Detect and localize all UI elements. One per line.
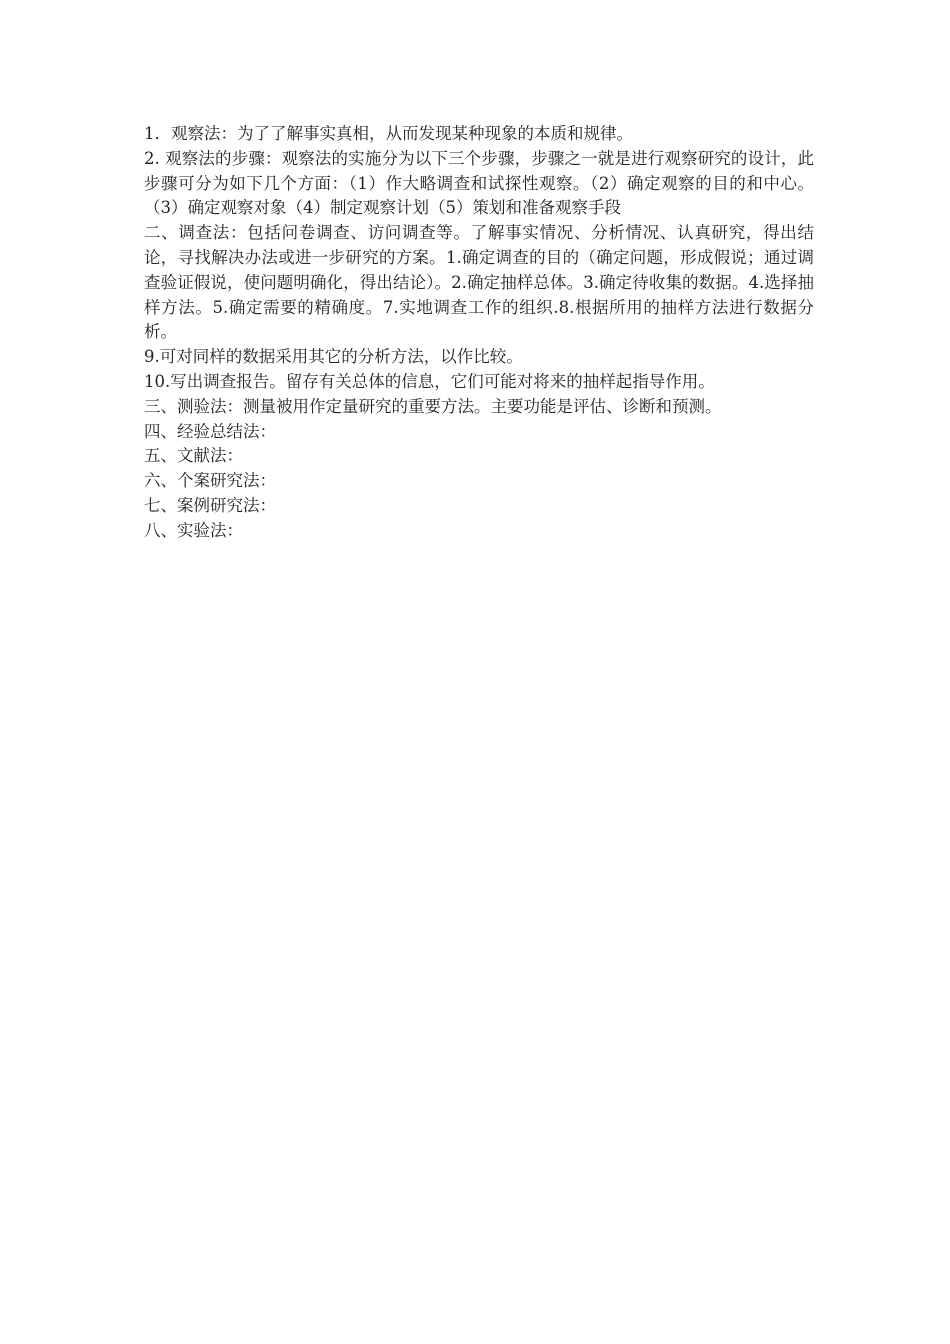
paragraph-case-research-method: 七、案例研究法： <box>144 495 276 515</box>
paragraph-experience-summary-method: 四、经验总结法： <box>144 421 276 441</box>
paragraph-observation-steps: 2. 观察法的步骤：观察法的实施分为以下三个步骤，步骤之一就是进行观察研究的设计，此步骤可分为如下几个方面：（1）作大略调查和试探性观察。（2）确定观察的目的和中心。（3）确定观察对象（4）制定观察计划（5）策划和准备观察手段 <box>144 148 814 218</box>
paragraph-step-9: 9.可对同样的数据采用其它的分析方法，以作比较。 <box>144 347 523 367</box>
paragraph-observation-method: 1．观察法：为了了解事实真相，从而发现某种现象的本质和规律。 <box>144 124 633 143</box>
document-body <box>144 122 814 544</box>
paragraph-test-method: 三、测验法：测量被用作定量研究的重要方法。主要功能是评估、诊断和预测。 <box>144 396 722 416</box>
paragraph-survey-method: 二、调查法：包括问卷调查、访问调查等。了解事实情况、分析情况、认真研究，得出结论，寻找解决办法或进一步研究的方案。1.确定调查的目的（确定问题，形成假说；通过调查验证假说，使问题明确化，得出结论）。2.确定抽样总体。3.确定待收集的数据。4.选择抽样方法。5.确定需要的精确度。7.实地调查工作的组织.8.根据所用的抽样方法进行数据分析。 <box>144 223 814 342</box>
paragraph-experiment-method: 八、实验法： <box>144 520 243 540</box>
paragraph-step-10: 10.写出调查报告。留存有关总体的信息，它们可能对将来的抽样起指导作用。 <box>144 371 715 391</box>
paragraph-literature-method: 五、文献法： <box>144 446 243 466</box>
paragraph-case-study-method: 六、个案研究法： <box>144 471 276 491</box>
